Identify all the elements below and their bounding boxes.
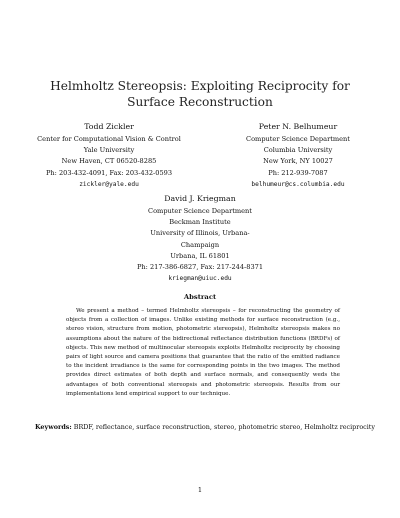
author-institution: University of Illinois, Urbana-Champaign bbox=[150, 229, 250, 249]
author-name: Peter N. Belhumeur bbox=[258, 122, 338, 131]
keywords-text: BRDF, reflectance, surface reconstruction, stereo, photometric stereo, Helmholtz reciprocity bbox=[73, 423, 375, 431]
author-phone: Ph: 217-386-6827, Fax: 217-244-8371 bbox=[136, 263, 264, 272]
abstract-text: We present a method – termed Helmholtz stereopsis – for reconstructing the geometry of objects from a collection of images. Unlike existing methods for surface reconstruction (e.g., stereo vision, structure from motion, photometric stereopsis), Helmholtz stereopsis makes no assumptions about the nature of the bidirectional reflectance distribution functions (BRDFs) of objects. This new method of multinocular stereopsis exploits Helmholtz reciprocity by choosing pairs of light source and camera positions that guarantee that the ratio of the emitted radiance to the incident irradiance is the same for corresponding points in the two images. The method provides direct estimates of both depth and surface normals, and consequently weds the advantages of both conventional stereopsis and photometric stereopsis. Results from our implementations lend empirical support to our technique. bbox=[66, 308, 340, 397]
author-institution: Yale University bbox=[83, 146, 135, 155]
author-block-kriegman bbox=[135, 193, 265, 284]
author-block-belhumeur bbox=[233, 121, 363, 190]
title-line-1: Helmholtz Stereopsis: Exploiting Reciprocity for bbox=[50, 79, 350, 93]
author-name: Todd Zickler bbox=[84, 122, 134, 131]
paper-title bbox=[30, 78, 370, 110]
title-line-2: Surface Reconstruction bbox=[127, 95, 273, 109]
keywords bbox=[35, 422, 375, 432]
author-address: New York, NY 10027 bbox=[263, 157, 333, 166]
abstract-heading: Abstract bbox=[183, 293, 217, 301]
author-affiliation: Computer Science Department bbox=[148, 207, 252, 215]
author-email[interactable]: kriegman@uiuc.edu bbox=[168, 275, 232, 283]
author-email[interactable]: zickler@yale.edu bbox=[79, 180, 139, 188]
author-institution: Columbia University bbox=[263, 146, 333, 155]
author-phone: Ph: 212-939-7087 bbox=[268, 168, 328, 177]
author-affiliation: Center for Computational Vision & Control bbox=[37, 135, 181, 143]
keywords-label: Keywords: bbox=[35, 423, 72, 431]
author-email[interactable]: belhumeur@cs.columbia.edu bbox=[251, 180, 345, 188]
author-block-zickler bbox=[4, 121, 214, 190]
author-institute: Beckman Institute bbox=[169, 218, 231, 227]
author-affiliation: Computer Science Department bbox=[246, 135, 350, 143]
author-name: David J. Kriegman bbox=[164, 194, 236, 203]
author-address: New Haven, CT 06520-8285 bbox=[61, 157, 157, 166]
author-phone: Ph: 203-432-4091, Fax: 203-432-0593 bbox=[45, 168, 173, 177]
author-address: Urbana, IL 61801 bbox=[170, 251, 230, 260]
page-number: 1 bbox=[197, 486, 203, 494]
